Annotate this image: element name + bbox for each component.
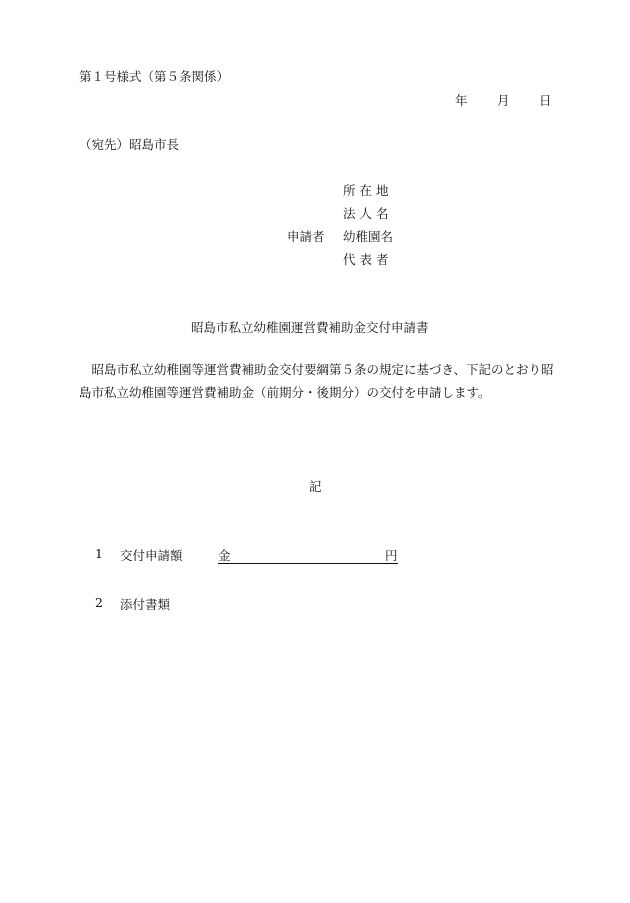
applicant-field-address: 所 在 地 — [343, 183, 389, 198]
applicant-field-corporation: 法 人 名 — [343, 206, 389, 221]
item-number: 1 — [95, 546, 103, 561]
form-number: 第１号様式（第５条関係） — [79, 69, 230, 84]
applicant-field-representative: 代 表 者 — [343, 252, 389, 267]
applicant-label: 申請者 — [287, 229, 325, 244]
applicant-field-kindergarten: 幼稚園名 — [343, 229, 394, 244]
item-label: 交付申請額 — [120, 548, 183, 563]
amount-prefix: 金 — [218, 548, 231, 563]
addressee: （宛先）昭島市長 — [79, 137, 180, 152]
body-paragraph: 昭島市私立幼稚園等運営費補助金交付要綱第５条の規定に基づき、下記のとおり昭島市私立幼稚園等運営費補助金（前期分・後期分）の交付を申請します。 — [79, 362, 554, 400]
item-label: 添付書類 — [120, 597, 171, 612]
date-day-label: 日 — [539, 93, 552, 108]
ki-marker: 記 — [309, 479, 322, 494]
date-year-label: 年 — [455, 93, 468, 108]
item-number: 2 — [95, 595, 103, 610]
date-month-label: 月 — [497, 93, 510, 108]
date-line — [0, 91, 630, 109]
document-title: 昭島市私立幼稚園運営費補助金交付申請書 — [191, 320, 429, 335]
amount-field[interactable] — [218, 545, 398, 564]
amount-suffix: 円 — [385, 548, 398, 563]
